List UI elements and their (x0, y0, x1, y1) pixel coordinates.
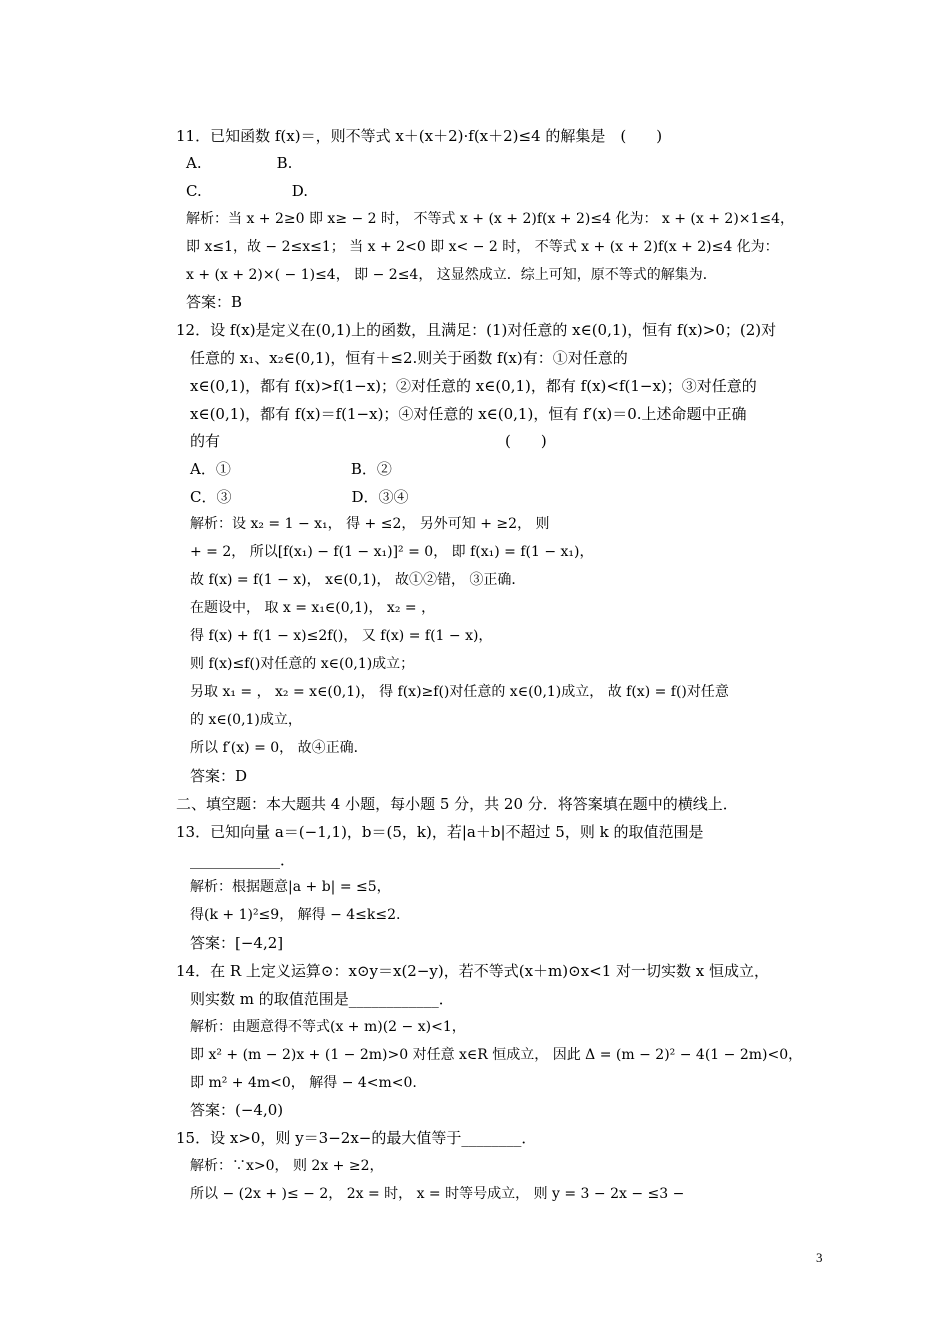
q12-solution-line: 的 x∈(0,1)成立， (190, 712, 302, 728)
section-two-heading: 二、填空题：本大题共 4 小题，每小题 5 分，共 20 分．将答案填在题中的横线上． (176, 795, 738, 813)
q12-answer: 答案：D (190, 767, 248, 785)
q14-solution-line: 解析：由题意得不等式(x + m)(2 − x)<1， (190, 1019, 466, 1035)
q13-solution-line: 解析：根据题意|a + b| = ≤5， (190, 879, 391, 895)
q14-answer: 答案：(−4,0) (190, 1101, 284, 1119)
q13-blank: ____________． (190, 851, 296, 869)
q15-stem: 15．设 x>0，则 y＝3−2x−的最大值等于________． (176, 1129, 537, 1147)
q11-solution-line: 解析：当 x + 2≥0 即 x≥ − 2 时， 不等式 x + (x + 2)f(x + 2)≤4 化为： x + (x + 2)×1≤4， (186, 211, 795, 227)
q11-solution-line: 即 x≤1，故 − 2≤x≤1； 当 x + 2<0 即 x< − 2 时， 不等式 x + (x + 2)f(x + 2)≤4 化为： (186, 239, 779, 255)
q12-solution-line: 解析：设 x₂ = 1 − x₁， 得 + ≤2， 另外可知 + ≥2， 则 (190, 516, 550, 532)
q13-answer: 答案：[−4,2] (190, 934, 284, 952)
q12-stem-line: 任意的 x₁、x₂∈(0,1)，恒有＋≤2.则关于函数 f(x)有：①对任意的 (190, 349, 628, 367)
q12-solution-line: 则 f(x)≤f()对任意的 x∈(0,1)成立； (190, 656, 415, 672)
q12-solution-line: 所以 f′(x) = 0， 故④正确． (190, 740, 368, 756)
q12-options-ab: A．① B．② (190, 460, 392, 478)
q12-solution-line: 另取 x₁ = ， x₂ = x∈(0,1)， 得 f(x)≥f()对任意的 x∈(0,1)成立， 故 f(x) = f()对任意 (190, 684, 729, 700)
q14-solution-line: 即 m² + 4m<0， 解得 − 4<m<0. (190, 1075, 417, 1091)
q11-options-ab: A. B. (186, 154, 293, 172)
q15-solution-line: 解析：∵x>0， 则 2x + ≥2， (190, 1158, 384, 1174)
q13-stem: 13．已知向量 a＝(−1,1)，b＝(5，k)，若|a＋b|不超过 5，则 k 的取值范围是 (176, 823, 704, 841)
q12-solution-line: 得 f(x) + f(1 − x)≤2f()， 又 f(x) = f(1 − x)， (190, 628, 493, 644)
q14-stem-line: 14．在 R 上定义运算⊙：x⊙y＝x(2−y)，若不等式(x＋m)⊙x<1 对一切实数 x 恒成立， (176, 962, 770, 980)
q11-options-cd: C. D. (186, 182, 308, 200)
q12-solution-line: + = 2， 所以[f(x₁) − f(1 − x₁)]² = 0， 即 f(x₁) = f(1 − x₁)， (190, 544, 594, 560)
page-number: 3 (816, 1250, 823, 1265)
q12-stem-line: x∈(0,1)，都有 f(x)>f(1−x)；②对任意的 x∈(0,1)，都有 f(x)<f(1−x)；③对任意的 (190, 377, 757, 395)
q12-solution-line: 在题设中， 取 x = x₁∈(0,1)， x₂ = ， (190, 600, 436, 616)
q12-stem-line: x∈(0,1)，都有 f(x)＝f(1−x)；④对任意的 x∈(0,1)，恒有 f′(x)＝0.上述命题中正确 (190, 405, 747, 423)
q12-solution-line: 故 f(x) = f(1 − x)， x∈(0,1)， 故①②错， ③正确． (190, 572, 526, 588)
q12-stem-line: 12．设 f(x)是定义在(0,1)上的函数，且满足：(1)对任意的 x∈(0,1)，恒有 f(x)>0；(2)对 (176, 321, 777, 339)
q14-solution-line: 即 x² + (m − 2)x + (1 − 2m)>0 对任意 x∈R 恒成立， 因此 Δ = (m − 2)² − 4(1 − 2m)<0， (190, 1047, 803, 1063)
q11-answer: 答案：B (186, 293, 243, 311)
q11-stem: 11．已知函数 f(x)＝，则不等式 x＋(x＋2)·f(x＋2)≤4 的解集是 ( ) (176, 127, 663, 145)
q14-stem-line: 则实数 m 的取值范围是____________． (190, 990, 454, 1008)
q12-options-cd: C．③ D．③④ (190, 488, 409, 506)
q11-solution-line: x + (x + 2)×( − 1)≤4， 即 − 2≤4， 这显然成立．综上可知，原不等式的解集为． (186, 267, 717, 283)
q15-solution-line: 所以 − (2x + )≤ − 2， 2x = 时， x = 时等号成立， 则 y = 3 − 2x − ≤3 − (190, 1186, 685, 1202)
q13-solution-line: 得(k + 1)²≤9， 解得 − 4≤k≤2. (190, 907, 401, 923)
q12-stem-line: 的有 ( ) (190, 432, 547, 450)
